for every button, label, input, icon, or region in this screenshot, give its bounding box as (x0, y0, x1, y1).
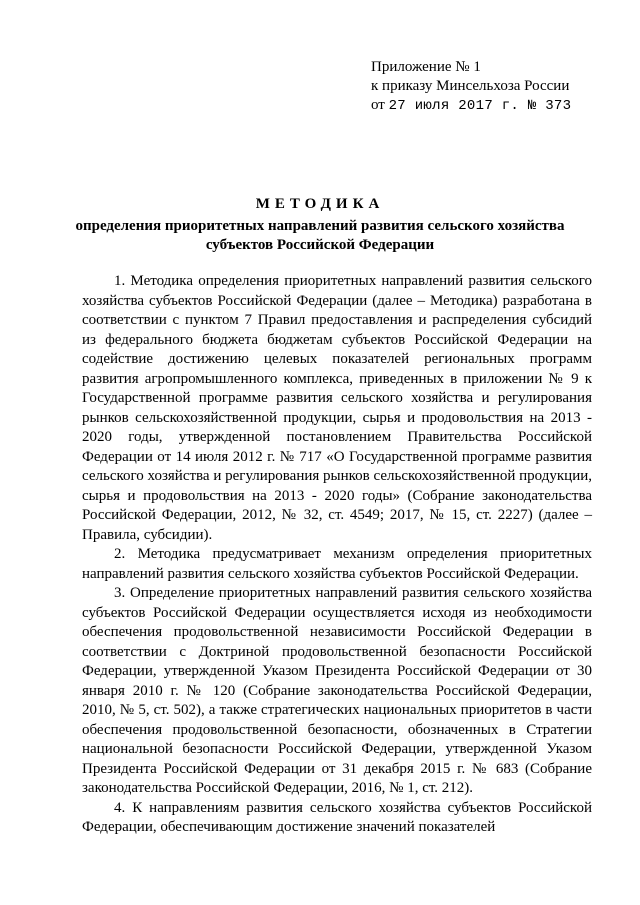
subtitle-line-1: определения приоритетных направлений развития сельского хозяйства (75, 218, 565, 234)
paragraph-3: 3. Определение приоритетных направлений развития сельского хозяйства субъектов Российской Федерации осуществляется исходя из необходимости обеспечения продовольственной независимости Российской Федерации в соответствии с Доктриной продовольственной безопасности Российской Федерации, утвержденной Указом Президента Российской Федерации от 30 января 2010 г. № 120 (Собрание законодательства Российской Федерации, 2010, № 5, ст. 502), а также стратегических национальных приоритетов в части обеспечения продовольственной безопасности, обозначенных в Стратегии национальной безопасности Российской Федерации, утвержденной Указом Президента Российской Федерации от 31 декабря 2015 г. № 683 (Собрание законодательства Российской Федерации, 2016, № 1, ст. 212). (82, 585, 592, 796)
appendix-header (371, 58, 621, 116)
date-prefix: от (371, 97, 385, 113)
paragraph-2: 2. Методика предусматривает механизм определения приоритетных направлений развития сельского хозяйства субъектов Российской Федерации. (82, 546, 592, 582)
paragraph-4: 4. К направлениям развития сельского хозяйства субъектов Российской Федерации, обеспечивающим достижение значений показателей (82, 799, 592, 835)
document-subtitle (70, 217, 570, 255)
document-body (82, 272, 592, 838)
document-title: МЕТОДИКА (255, 196, 385, 212)
paragraph-1: 1. Методика определения приоритетных направлений развития сельского хозяйства субъектов Российской Федерации (далее – Методика) разработана в соответствии с пунктом 7 Правил предоставления и распределения субсидий из федерального бюджета бюджетам субъектов Российской Федерации на содействие достижению целевых показателей региональных программ развития агропромышленного комплекса, приведенных в приложении № 9 к Государственной программе развития сельского хозяйства и регулирования рынков сельскохозяйственной продукции, сырья и продовольствия на 2013 - 2020 годы, утвержденной постановлением Правительства Российской Федерации от 14 июля 2012 г. № 717 «О Государственной программе развития сельского хозяйства и регулирования рынков сельскохозяйственной продукции, сырья и продовольствия на 2013 - 2020 годы» (Собрание законодательства Российской Федерации, 2012, № 32, ст. 4549; 2017, № 15, ст. 2227) (далее – Правила, субсидии). (82, 273, 592, 543)
order-reference: к приказу Минсельхоза России (371, 78, 570, 94)
order-date-number: 27 июля 2017 г. № 373 (388, 98, 572, 114)
subtitle-line-2: субъектов Российской Федерации (205, 237, 435, 253)
order-date-line (371, 96, 621, 116)
appendix-label: Приложение № 1 (371, 59, 481, 75)
